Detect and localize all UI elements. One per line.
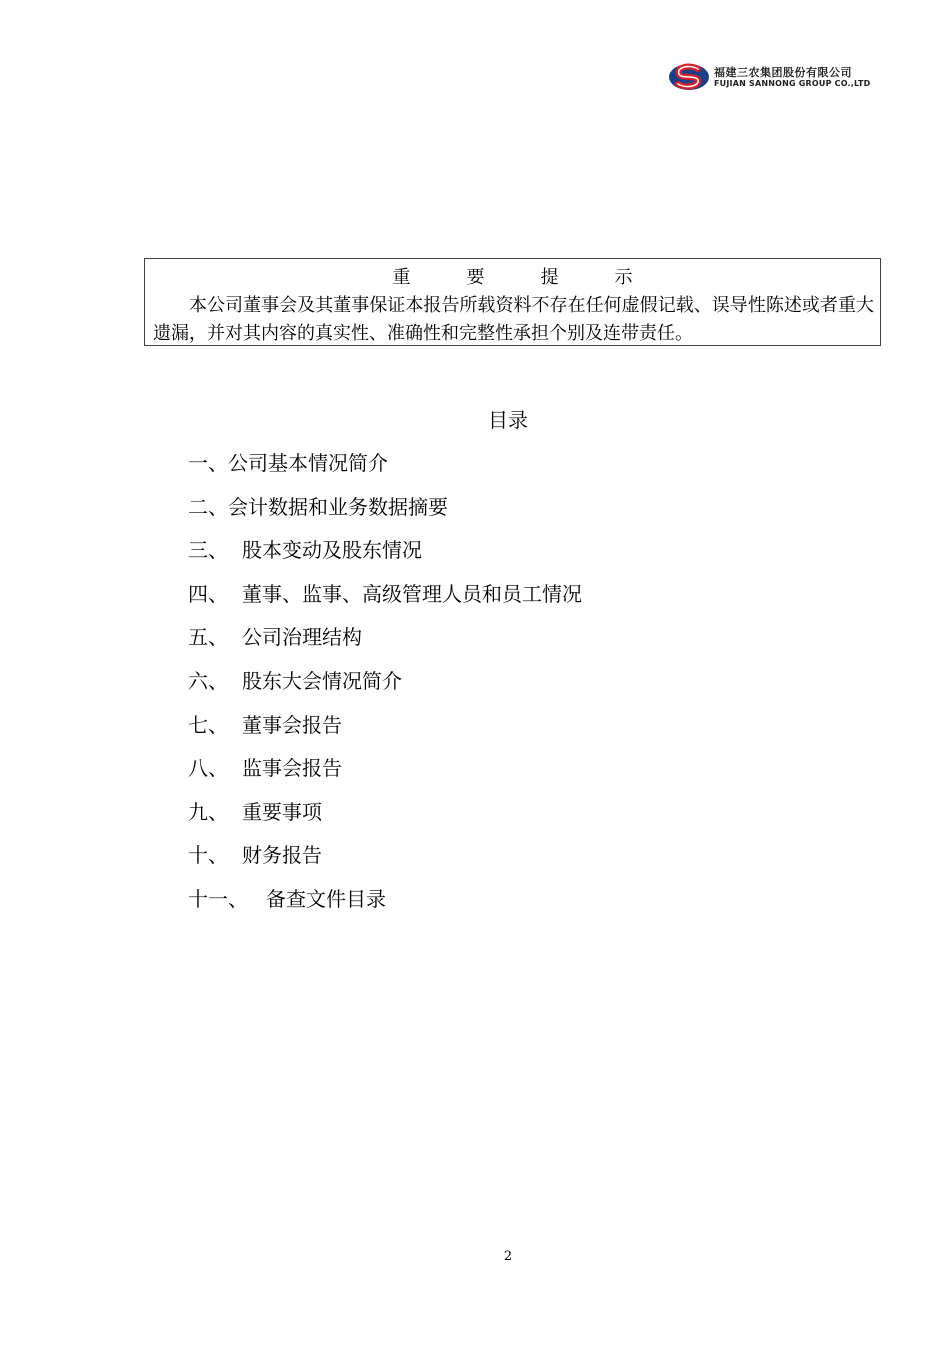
page-number: 2: [503, 1249, 513, 1264]
toc-item-label: 董事、监事、高级管理人员和员工情况: [242, 581, 582, 606]
notice-body: 本公司董事会及其董事保证本报告所载资料不存在任何虚假记载、误导性陈述或者重大遗漏，并对其内容的真实性、准确性和完整性承担个别及连带责任。: [153, 295, 874, 344]
table-of-contents: [188, 446, 582, 926]
toc-item-number: 九、: [188, 799, 228, 824]
toc-item[interactable]: [188, 490, 582, 534]
toc-title: 目录: [488, 408, 528, 432]
toc-item[interactable]: [188, 708, 582, 752]
toc-item[interactable]: [188, 664, 582, 708]
toc-item-number: 十、: [188, 843, 228, 868]
company-name-cn: 福建三农集团股份有限公司: [714, 66, 852, 79]
toc-item-label: 董事会报告: [242, 712, 342, 737]
toc-item-number: 六、: [188, 668, 228, 693]
toc-item-label: 股东大会情况简介: [242, 668, 402, 693]
toc-item-number: 三、: [188, 538, 228, 563]
company-logo: [668, 60, 888, 96]
toc-item[interactable]: [188, 838, 582, 882]
toc-item-number: 四、: [188, 581, 228, 606]
sannong-logo-icon: [668, 62, 710, 92]
toc-item-label: 会计数据和业务数据摘要: [228, 494, 448, 519]
toc-item[interactable]: [188, 882, 582, 926]
toc-item[interactable]: [188, 446, 582, 490]
toc-item-label: 公司治理结构: [242, 625, 362, 650]
toc-item-number: 二、: [188, 494, 228, 519]
toc-item[interactable]: [188, 577, 582, 621]
toc-item[interactable]: [188, 795, 582, 839]
important-notice-box: [144, 258, 881, 346]
toc-item-number: 七、: [188, 712, 228, 737]
toc-item-label: 财务报告: [242, 843, 322, 868]
company-name-en: FUJIAN SANNONG GROUP CO.,LTD: [714, 79, 871, 88]
notice-title-char: 要: [466, 267, 485, 288]
toc-item-label: 监事会报告: [242, 756, 342, 781]
toc-item-number: 五、: [188, 625, 228, 650]
toc-item-number: 八、: [188, 756, 228, 781]
toc-item[interactable]: [188, 533, 582, 577]
toc-item-label: 公司基本情况简介: [228, 451, 388, 475]
toc-item-label: 重要事项: [242, 799, 322, 824]
notice-title-char: 重: [392, 267, 411, 288]
toc-item[interactable]: [188, 751, 582, 795]
toc-item-label: 股本变动及股东情况: [242, 538, 422, 563]
notice-title-char: 提: [540, 267, 559, 288]
toc-item[interactable]: [188, 620, 582, 664]
toc-item-label: 备查文件目录: [266, 886, 386, 911]
notice-title: [145, 263, 880, 289]
notice-title-char: 示: [614, 267, 633, 288]
toc-item-number: 一、: [188, 451, 228, 475]
toc-item-number: 十一、: [188, 886, 248, 911]
